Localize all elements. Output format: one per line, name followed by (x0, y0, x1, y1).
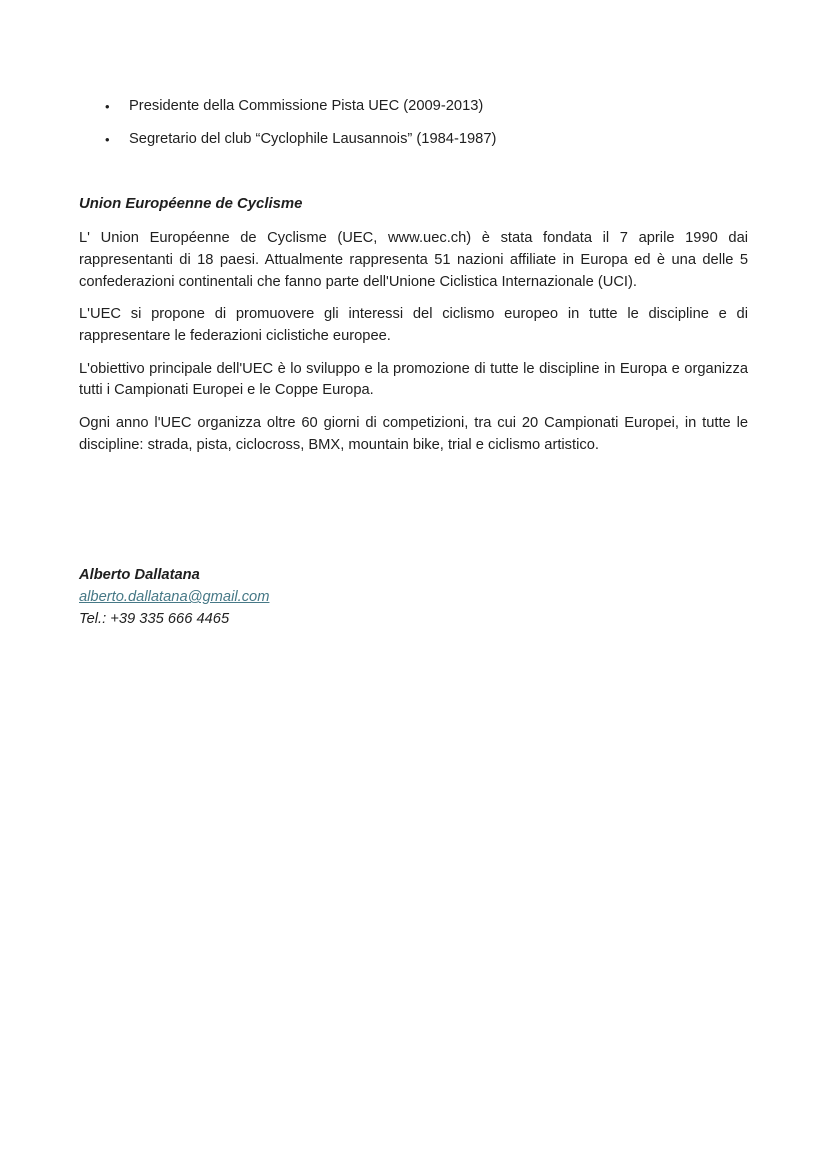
signature-name: Alberto Dallatana (79, 567, 200, 584)
email-link[interactable]: alberto.dallatana@gmail.com (79, 589, 270, 606)
list-item (79, 129, 748, 151)
paragraph: L'obiettivo principale dell'UEC è lo sviluppo e la promozione di tutte le discipline in Europa e organizza tutti i Campionati Europei e le Coppe Europa. (79, 360, 748, 399)
bullet-icon: • (105, 99, 110, 114)
signature-block (79, 565, 748, 630)
paragraph: L'UEC si propone di promuovere gli interessi del ciclismo europeo in tutte le discipline e di rappresentare le federazioni ciclistiche europee. (79, 306, 748, 344)
bullet-list (79, 96, 748, 150)
paragraph: L' Union Européenne de Cyclisme (UEC, www.uec.ch) è stata fondata il 7 aprile 1990 dai rappresentanti di 18 paesi. Attualmente rappresenta 51 nazioni affiliate in Europa ed è una delle 5 confederazioni continentali che fanno parte dell'Unione Ciclistica Internazionale (UCI). (79, 230, 748, 290)
signature-email-line (79, 587, 748, 609)
paragraph: Ogni anno l'UEC organizza oltre 60 giorni di competizioni, tra cui 20 Campionati Europei, in tutte le discipline: strada, pista, ciclocross, BMX, mountain bike, trial e ciclismo artistico. (79, 415, 748, 453)
bullet-text: Segretario del club “Cyclophile Lausannois” (1984-1987) (129, 130, 497, 147)
bullet-text: Presidente della Commissione Pista UEC (2009-2013) (129, 98, 484, 114)
section-heading: Union Européenne de Cyclisme (79, 196, 303, 213)
phone-number: Tel.: +39 335 666 4465 (79, 610, 230, 627)
bullet-icon: • (105, 131, 110, 147)
list-item (79, 96, 748, 118)
